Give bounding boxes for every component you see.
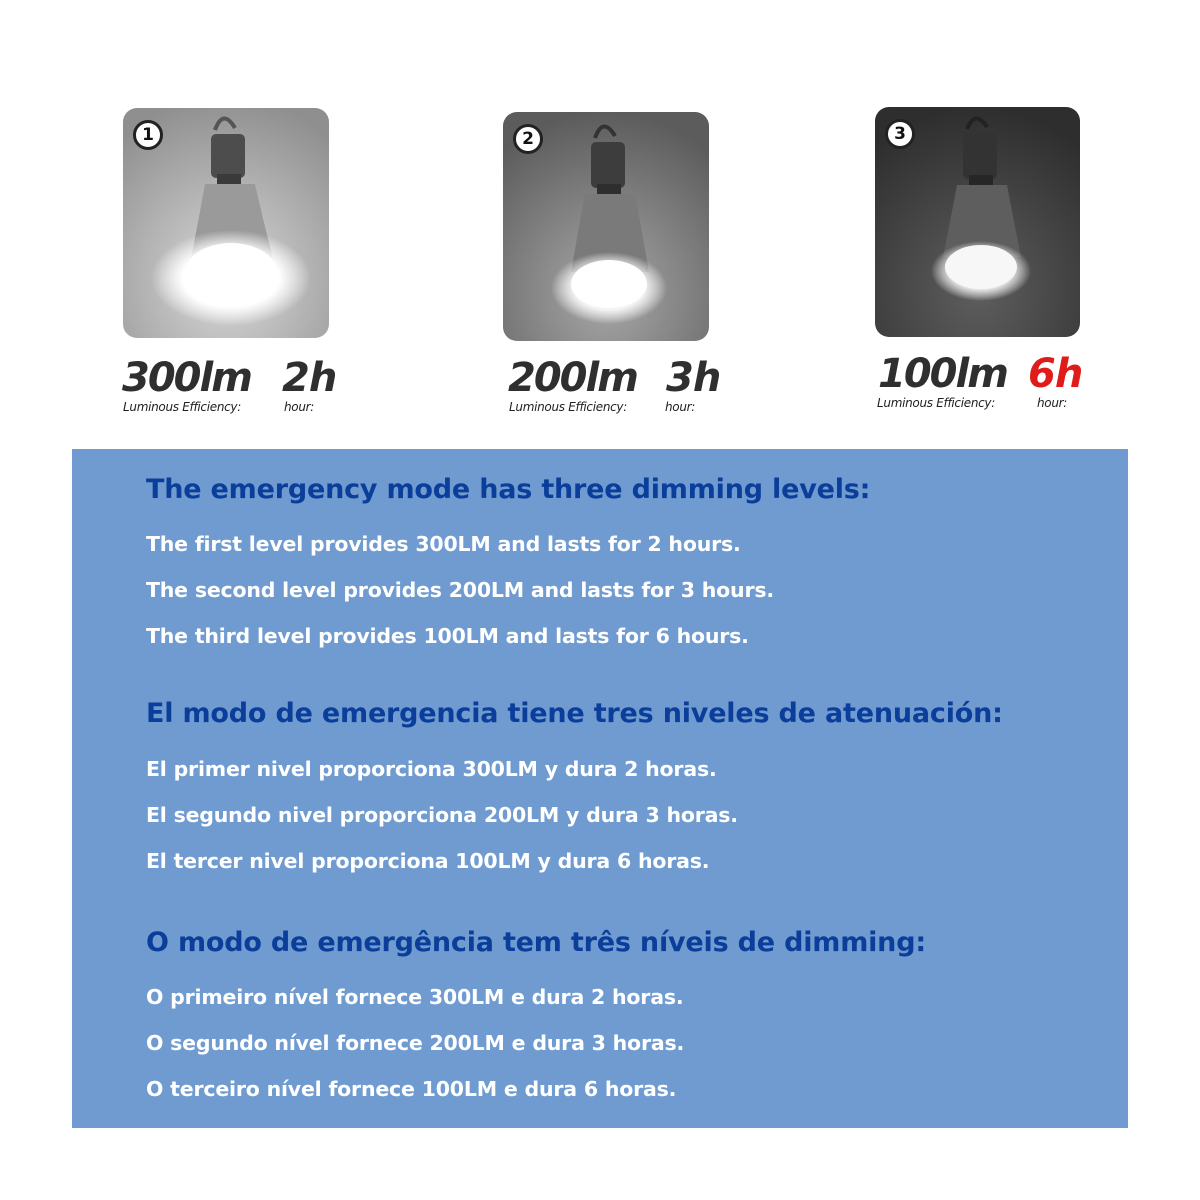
level-number-badge: 3 bbox=[885, 119, 915, 149]
level-2-lumens: 200lm bbox=[508, 355, 637, 401]
description-line: O segundo nível fornece 200LM e dura 3 horas. bbox=[146, 1031, 685, 1055]
level-number-badge: 1 bbox=[133, 120, 163, 150]
level-1-photo bbox=[123, 108, 329, 338]
level-3-hours: 6h bbox=[1028, 351, 1083, 397]
level-2-hours: 3h bbox=[666, 355, 721, 401]
section-heading-portuguese: O modo de emergência tem três níveis de dimming: bbox=[146, 927, 926, 958]
level-3-hours-caption: hour: bbox=[1037, 396, 1068, 410]
description-line: The second level provides 200LM and lasts for 3 hours. bbox=[146, 578, 774, 602]
level-2-photo bbox=[503, 112, 709, 341]
description-line: El primer nivel proporciona 300LM y dura 2 horas. bbox=[146, 757, 717, 781]
description-line: The first level provides 300LM and lasts for 2 hours. bbox=[146, 532, 741, 556]
level-3-photo bbox=[875, 107, 1080, 337]
level-1-hours-caption: hour: bbox=[284, 400, 315, 414]
description-line: El segundo nivel proporciona 200LM y dura 3 horas. bbox=[146, 803, 738, 827]
description-line: O primeiro nível fornece 300LM e dura 2 horas. bbox=[146, 985, 684, 1009]
description-line: O terceiro nível fornece 100LM e dura 6 horas. bbox=[146, 1077, 677, 1101]
description-line: El tercer nivel proporciona 100LM y dura 6 horas. bbox=[146, 849, 710, 873]
level-1-lumens-caption: Luminous Efficiency: bbox=[123, 400, 241, 414]
level-2-lumens-caption: Luminous Efficiency: bbox=[509, 400, 627, 414]
description-line: The third level provides 100LM and lasts for 6 hours. bbox=[146, 624, 749, 648]
level-2-hours-caption: hour: bbox=[665, 400, 696, 414]
level-number-badge: 2 bbox=[513, 124, 543, 154]
section-heading-english: The emergency mode has three dimming levels: bbox=[146, 474, 871, 505]
section-heading-spanish: El modo de emergencia tiene tres niveles de atenuación: bbox=[146, 698, 1003, 729]
level-3-lumens-caption: Luminous Efficiency: bbox=[877, 396, 995, 410]
level-1-hours: 2h bbox=[282, 355, 337, 401]
level-1-lumens: 300lm bbox=[122, 355, 251, 401]
level-3-lumens: 100lm bbox=[878, 351, 1007, 397]
